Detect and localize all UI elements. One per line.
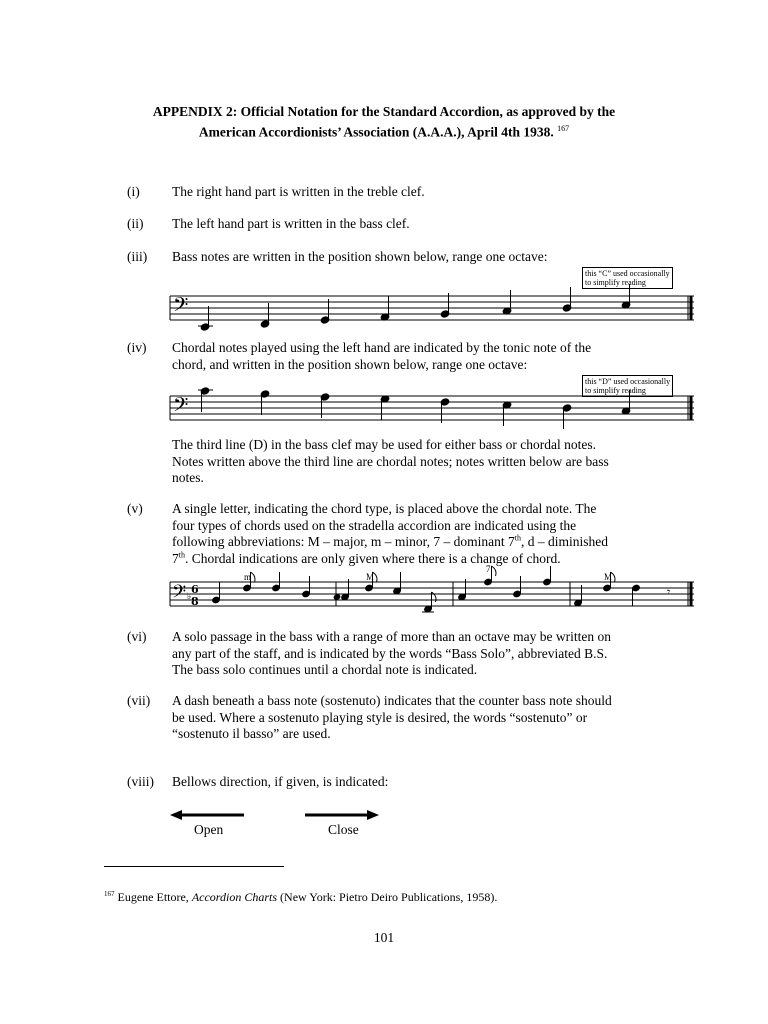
chordal-notes-staff — [170, 370, 695, 430]
text-fragment: 7 — [172, 550, 179, 566]
item-number: (v) — [127, 501, 143, 516]
time-signature-icon — [191, 583, 199, 608]
flat-icon: ♭ — [187, 592, 192, 602]
title-footnote-ref: 167 — [557, 124, 570, 133]
text-line: be used. Where a sostenuto playing style is desired, the words “sostenuto” or — [172, 709, 588, 725]
item-text: Bass notes are written in the position shown below, range one octave: — [172, 249, 548, 264]
page-number: 101 — [373, 930, 395, 945]
superscript: th — [178, 550, 185, 559]
title-line-2 — [80, 120, 688, 141]
svg-text:6: 6 — [191, 583, 199, 596]
text-line: four types of chords used on the stradella accordion are indicated using the — [172, 517, 577, 533]
rest-icon — [667, 585, 670, 599]
item-number: (ii) — [127, 216, 144, 231]
item-number: (vi) — [127, 629, 147, 644]
chord-mark-dominant-seventh: 7 — [486, 564, 491, 574]
text-fragment: following abbreviations: M – major, m – minor, 7 – dominant 7 — [172, 534, 515, 549]
superscript: th — [514, 533, 521, 543]
svg-text:𝄢: 𝄢 — [172, 582, 187, 607]
text-line: Chordal notes played using the left hand are indicated by the tonic note of the — [172, 340, 592, 355]
item-number: (vii) — [127, 693, 151, 708]
item-text: The right hand part is written in the treble clef. — [172, 184, 425, 199]
item-text — [172, 340, 687, 373]
text-line: A dash beneath a bass note (sostenuto) indicates that the counter bass note should — [172, 693, 612, 708]
item-text — [172, 693, 687, 743]
bass-clef-icon — [173, 293, 188, 321]
chord-mark-major-2: M — [604, 572, 613, 582]
item-number: (viii) — [127, 774, 154, 789]
bellows-open-arrow-icon — [170, 808, 250, 822]
text-line: notes. — [172, 470, 204, 485]
item-number: (i) — [127, 184, 140, 199]
item-number: (iv) — [127, 340, 147, 355]
svg-text:8: 8 — [191, 595, 199, 608]
item-text — [172, 629, 687, 679]
text-line: Notes written above the third line are chordal notes; notes written below are bass — [172, 453, 609, 469]
footnote-ref: 167 — [104, 890, 115, 898]
chord-example-staff — [170, 562, 695, 614]
annotation-line: to simplify reading — [585, 386, 646, 395]
svg-text:𝄢: 𝄢 — [173, 393, 189, 421]
text-line: The bass solo continues until a chordal note is indicated. — [172, 662, 478, 677]
footnote-book-title: Accordion Charts — [191, 890, 278, 904]
text-line: any part of the staff, and is indicated by the words “Bass Solo”, abbreviated B.S. — [172, 645, 608, 661]
text-line: A solo passage in the bass with a range of more than an octave may be written on — [172, 629, 612, 644]
item-number: (iii) — [127, 249, 148, 264]
title-line-2-text: American Accordionists’ Association (A.A.A.), April 4th 1938. — [198, 124, 554, 140]
text-fragment: . Chordal indications are only given where there is a change of chord. — [184, 550, 561, 566]
svg-text:𝄢: 𝄢 — [173, 293, 189, 321]
chord-mark-major-1: M — [366, 572, 375, 582]
third-line-paragraph — [172, 437, 687, 487]
item-text: Bellows direction, if given, is indicated: — [172, 774, 389, 789]
bass-clef-icon — [173, 393, 188, 421]
footnote — [104, 890, 497, 905]
text-line: A single letter, indicating the chord type, is placed above the chordal note. The — [172, 501, 597, 516]
appendix-title — [80, 103, 688, 141]
bellows-close-arrow-icon — [303, 808, 383, 822]
title-line-1: APPENDIX 2: Official Notation for the Standard Accordion, as approved by the — [152, 104, 616, 119]
footnote-author: Eugene Ettore, — [117, 890, 192, 904]
text-line: The third line (D) in the bass clef may be used for either bass or chordal notes. — [172, 437, 596, 452]
text-line: chord, and written in the position shown below, range one octave: — [172, 356, 528, 372]
item-text: The left hand part is written in the bass clef. — [172, 216, 410, 231]
svg-text:𝄾: 𝄾 — [667, 585, 671, 599]
text-fragment: , d – diminished — [521, 534, 608, 549]
annotation-line: this “D” used occasionally — [585, 377, 671, 386]
bass-clef-icon — [172, 582, 186, 607]
annotation-line: to simplify reading — [585, 278, 646, 287]
footnote-publication: (New York: Pietro Deiro Publications, 1958). — [277, 890, 498, 904]
item-text — [172, 501, 687, 567]
footnote-divider — [104, 866, 284, 867]
bass-notes-staff — [170, 270, 695, 330]
chord-mark-minor: m — [244, 572, 252, 582]
text-line — [172, 534, 687, 551]
text-line: “sostenuto il basso” are used. — [172, 726, 331, 741]
bellows-close-label: Close — [328, 822, 359, 837]
bellows-open-label: Open — [194, 822, 224, 837]
annotation-line: this “C” used occasionally — [585, 269, 670, 278]
